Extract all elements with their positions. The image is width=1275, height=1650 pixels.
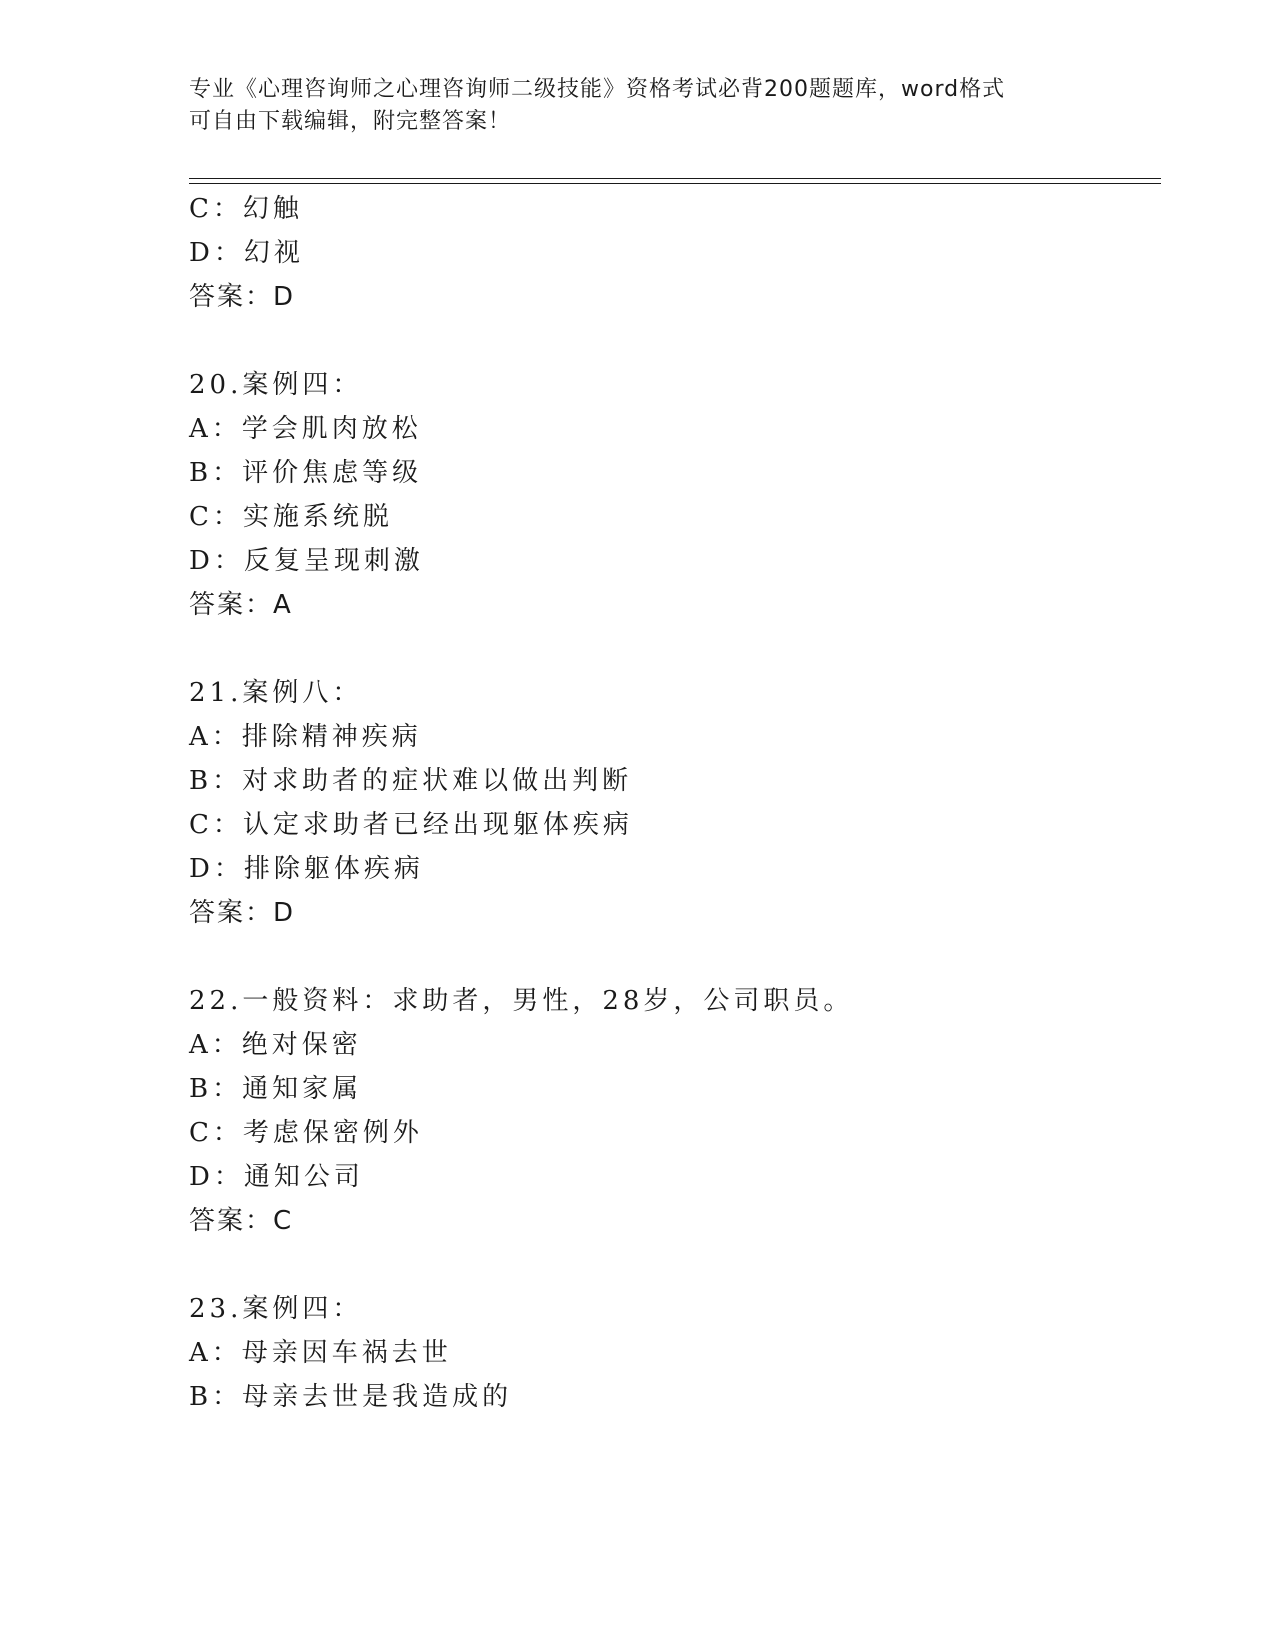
option-b: B：母亲去世是我造成的 [189, 1382, 513, 1412]
option-b: B：评价焦虑等级 [189, 458, 423, 488]
header-divider-top [189, 178, 1161, 179]
answer-line: 答案：C [189, 1206, 294, 1236]
question-stem: 21.案例八： [189, 678, 363, 708]
answer-line: 答案：A [189, 590, 293, 620]
option-a: A：绝对保密 [189, 1030, 362, 1060]
option-c: C：实施系统脱 [189, 502, 393, 532]
document-header [189, 74, 1089, 138]
answer-line: 答案：D [189, 282, 296, 312]
option-d: D：通知公司 [189, 1162, 364, 1192]
question-stem: 22.一般资料：求助者，男性，28岁，公司职员。 [189, 986, 854, 1016]
answer-line: 答案：D [189, 898, 296, 928]
option-d: D：幻视 [189, 238, 304, 268]
option-b: B：通知家属 [189, 1074, 363, 1104]
option-a: A：排除精神疾病 [189, 722, 422, 752]
option-c: C：考虑保密例外 [189, 1118, 423, 1148]
option-b: B：对求助者的症状难以做出判断 [189, 766, 633, 796]
question-stem: 23.案例四： [189, 1294, 363, 1324]
option-c: C：幻触 [189, 194, 303, 224]
option-c: C：认定求助者已经出现躯体疾病 [189, 810, 633, 840]
option-d: D：排除躯体疾病 [189, 854, 424, 884]
option-a: A：母亲因车祸去世 [189, 1338, 452, 1368]
header-line-2: 可自由下载编辑，附完整答案！ [189, 109, 512, 134]
header-line-1: 专业《心理咨询师之心理咨询师二级技能》资格考试必背200题题库，word格式 [189, 77, 1006, 102]
option-d: D：反复呈现刺激 [189, 546, 424, 576]
option-a: A：学会肌肉放松 [189, 414, 422, 444]
question-stem: 20.案例四： [189, 370, 363, 400]
header-divider-bottom [189, 183, 1161, 184]
